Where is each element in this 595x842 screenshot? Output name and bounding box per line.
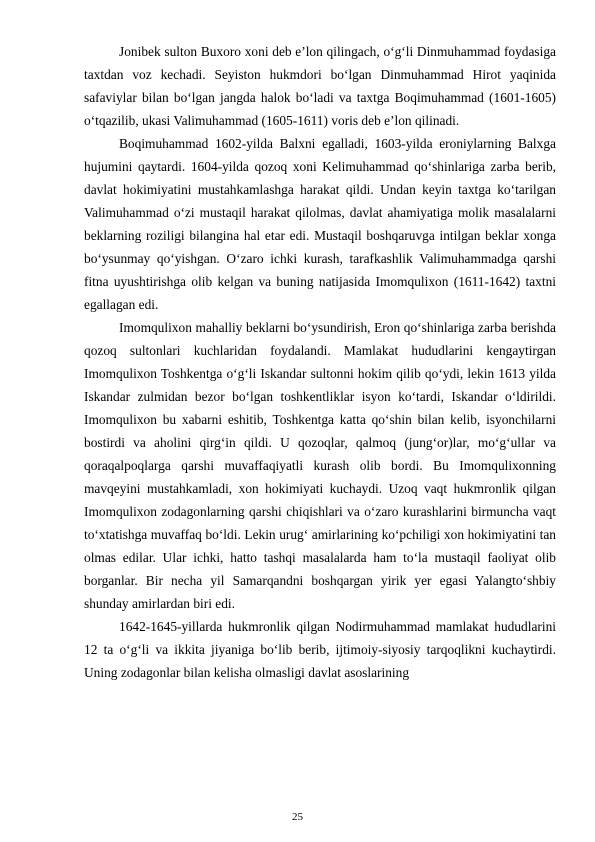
document-body: [84, 40, 556, 684]
page-number: 25: [292, 811, 303, 823]
paragraph-2: Boqimuhammad 1602-yilda Balxni egalladi, 1603-yilda eroniylarning Balxga hujumini qaytardi. 1604-yilda qozoq xoni Kelimuhammad qo‘shinlariga zarba berib, davlat hokimiyatini mustahkamlashga harakat qildi. Undan keyin taxtga ko‘tarilgan Valimuhammad o‘zi mustaqil harakat qilolmas, davlat ahamiyatiga molik masalalarni beklarning roziligi bilangina hal etar edi. Mustaqil boshqaruvga intilgan beklar xonga bo‘ysunmay qo‘yishgan. O‘zaro ichki kurash, tarafkashlik Valimuhammadga qarshi fitna uyushtirishga olib kelgan va buning natijasida Imomqulixon (1611-1642) taxtni egallagan edi.: [84, 136, 556, 312]
paragraph-3: Imomqulixon mahalliy beklarni bo‘ysundirish, Eron qo‘shinlariga zarba berishda qozoq sultonlari kuchlaridan foydalandi. Mamlakat hududlarini kengaytirgan Imomqulixon Toshkentga o‘g‘li Iskandar sultonni hokim qilib qo‘ydi, lekin 1613 yilda Iskandar zulmidan bezor bo‘lgan toshkentliklar isyon ko‘tardi, Iskandar o‘ldirildi. Imomqulixon bu xabarni eshitib, Toshkentga katta qo‘shin bilan kelib, isyonchilarni bostirdi va aholini qirg‘in qildi. U qozoqlar, qalmoq (jung‘or)lar, mo‘g‘ullar va qoraqalpoqlarga qarshi muvaffaqiyatli kurash olib bordi. Bu Imomqulixonning mavqeyini mustahkamladi, xon hokimiyati kuchaydi. Uzoq vaqt hukmronlik qilgan Imomqulixon zodagonlarning qarshi chiqishlari va o‘zaro kurashlarini birmuncha vaqt to‘xtatishga muvaffaq bo‘ldi. Lekin urug‘ amirlarining ko‘pchiligi xon hokimiyatini tan olmas edilar. Ular ichki, hatto tashqi masalalarda ham to‘la mustaqil faoliyat olib borganlar. Bir necha yil Samarqandni boshqargan yirik yer egasi Yalangto‘shbiy shunday amirlardan biri edi.: [84, 320, 556, 611]
paragraph-4: 1642-1645-yillarda hukmronlik qilgan Nodirmuhammad mamlakat hududlarini 12 ta o‘g‘li va ikkita jiyaniga bo‘lib berib, ijtimoiy-siyosiy tarqoqlikni kuchaytirdi. Uning zodagonlar bilan kelisha olmasligi davlat asoslarining: [84, 619, 556, 680]
paragraph-1: Jonibek sulton Buxoro xoni deb e’lon qilingach, o‘g‘li Dinmuhammad foydasiga taxtdan voz kechadi. Seyiston hukmdori bo‘lgan Dinmuhammad Hirot yaqinida safaviylar bilan bo‘lgan jangda halok bo‘ladi va taxtga Boqimuhammad (1601-1605) o‘tqazilib, ukasi Valimuhammad (1605-1611) voris deb e’lon qilinadi.: [84, 44, 556, 128]
